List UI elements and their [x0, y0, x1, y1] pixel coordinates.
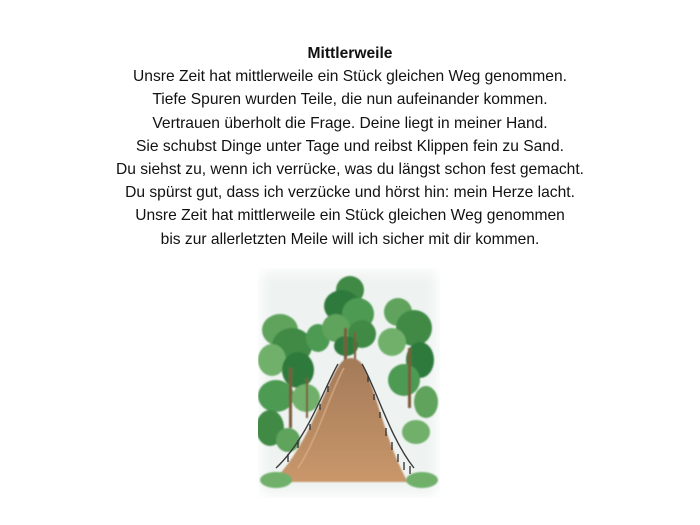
poem-title: Mittlerweile: [307, 45, 393, 62]
poem-line: Du spürst gut, dass ich verzücke und hörst hin: mein Herze lacht.: [125, 184, 575, 202]
poem-line: bis zur allerletzten Meile will ich sicher mit dir kommen.: [160, 230, 540, 248]
poem-line: Sie schubst Dinge unter Tage und reibst Klippen fein zu Sand.: [136, 137, 564, 155]
poem-line: Unsre Zeit hat mittlerweile ein Stück gleichen Weg genommen.: [133, 68, 567, 86]
poem-line: Unsre Zeit hat mittlerweile ein Stück gleichen Weg genommen: [135, 207, 565, 225]
poem-line: Du siehst zu, wenn ich verrücke, was du längst schon fest gemacht.: [115, 161, 585, 179]
poem-line: Vertrauen überholt die Frage. Deine liegt in meiner Hand.: [152, 114, 548, 132]
poem-line: Tiefe Spuren wurden Teile, die nun aufeinander kommen.: [152, 91, 548, 109]
illustration-svg: [258, 268, 440, 498]
path-illustration: [258, 268, 440, 498]
poem: [40, 42, 660, 251]
